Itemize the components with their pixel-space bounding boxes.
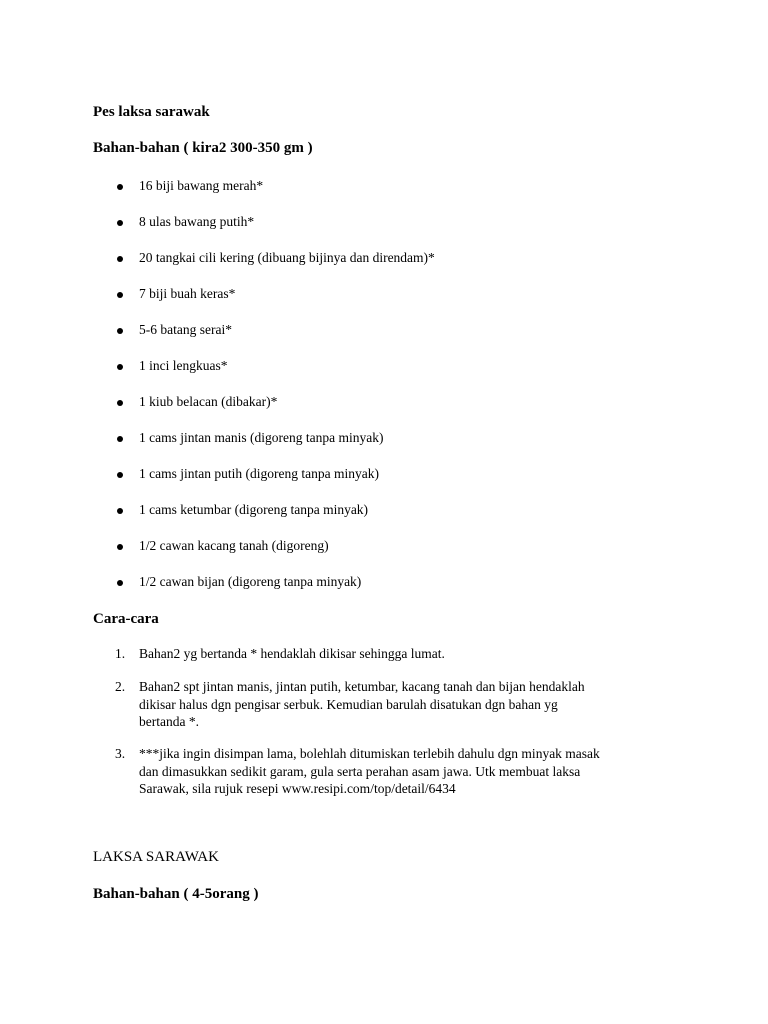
ingredient-text: 1/2 cawan bijan (digoreng tanpa minyak) (139, 574, 362, 589)
ingredient-text: 7 biji buah keras* (139, 286, 236, 301)
bullet-icon (117, 220, 123, 226)
bullet-icon (117, 436, 123, 442)
ingredient-text: 1/2 cawan kacang tanah (digoreng) (139, 538, 329, 553)
step-text (139, 745, 699, 798)
ingredient-text: 16 biji bawang merah* (139, 178, 264, 193)
step-line: dikisar halus dgn pengisar serbuk. Kemudian barulah disatukan dgn bahan yg (139, 696, 558, 712)
second-recipe-title: LAKSA SARAWAK (93, 849, 219, 865)
step-text (139, 678, 699, 731)
step-line: bertanda *. (139, 714, 199, 729)
ingredient-text: 1 inci lengkuas* (139, 358, 228, 373)
bullet-icon (117, 508, 123, 514)
bullet-icon (117, 472, 123, 478)
ingredients-heading: Bahan-bahan ( kira2 300-350 gm ) (93, 140, 313, 156)
second-ingredients-heading: Bahan-bahan ( 4-5orang ) (93, 886, 259, 902)
bullet-icon (117, 580, 123, 586)
bullet-icon (117, 184, 123, 190)
bullet-icon (117, 400, 123, 406)
bullet-icon (117, 364, 123, 370)
ingredient-text: 8 ulas bawang putih* (139, 214, 255, 229)
ingredient-text: 5-6 batang serai* (139, 322, 232, 337)
ingredient-text: 1 kiub belacan (dibakar)* (139, 394, 278, 409)
recipe-title: Pes laksa sarawak (93, 104, 210, 120)
step-line: dan dimasukkan sedikit garam, gula serta perahan asam jawa. Utk membuat laksa (139, 763, 581, 779)
ingredient-text: 20 tangkai cili kering (dibuang bijinya dan direndam)* (139, 250, 435, 265)
step-number: 1. (115, 646, 126, 661)
ingredient-text: 1 cams ketumbar (digoreng tanpa minyak) (139, 502, 369, 517)
bullet-icon (117, 292, 123, 298)
ingredient-text: 1 cams jintan manis (digoreng tanpa minyak) (139, 430, 384, 445)
step-number: 2. (115, 679, 126, 694)
step-number: 3. (115, 746, 126, 761)
step-line: ***jika ingin disimpan lama, bolehlah ditumiskan terlebih dahulu dgn minyak masak (139, 746, 600, 761)
ingredient-text: 1 cams jintan putih (digoreng tanpa minyak) (139, 466, 379, 481)
bullet-icon (117, 544, 123, 550)
method-heading: Cara-cara (93, 611, 159, 627)
bullet-icon (117, 328, 123, 334)
step-line: Bahan2 yg bertanda * hendaklah dikisar sehingga lumat. (139, 646, 445, 661)
step-line: Bahan2 spt jintan manis, jintan putih, ketumbar, kacang tanah dan bijan hendaklah (139, 679, 585, 694)
step-line: Sarawak, sila rujuk resepi www.resipi.com/top/detail/6434 (139, 781, 456, 796)
step-text (139, 645, 699, 663)
bullet-icon (117, 256, 123, 262)
